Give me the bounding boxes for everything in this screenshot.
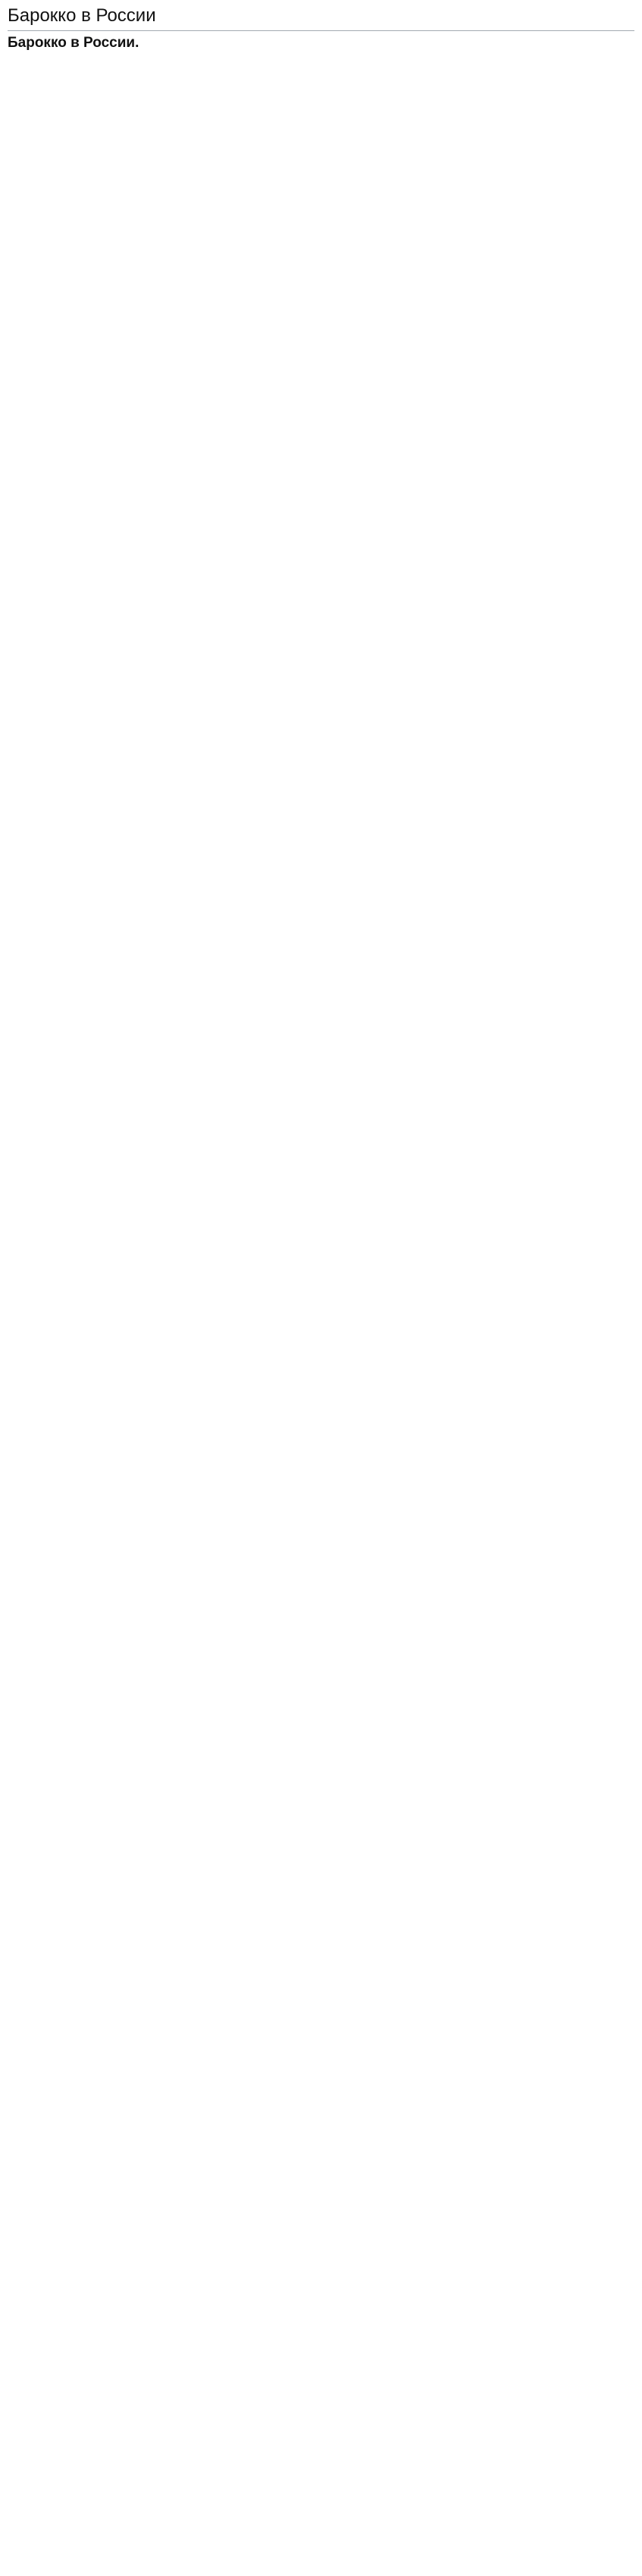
section-heading: Барокко в России. xyxy=(8,35,139,51)
page-title: Барокко в России xyxy=(8,5,634,31)
